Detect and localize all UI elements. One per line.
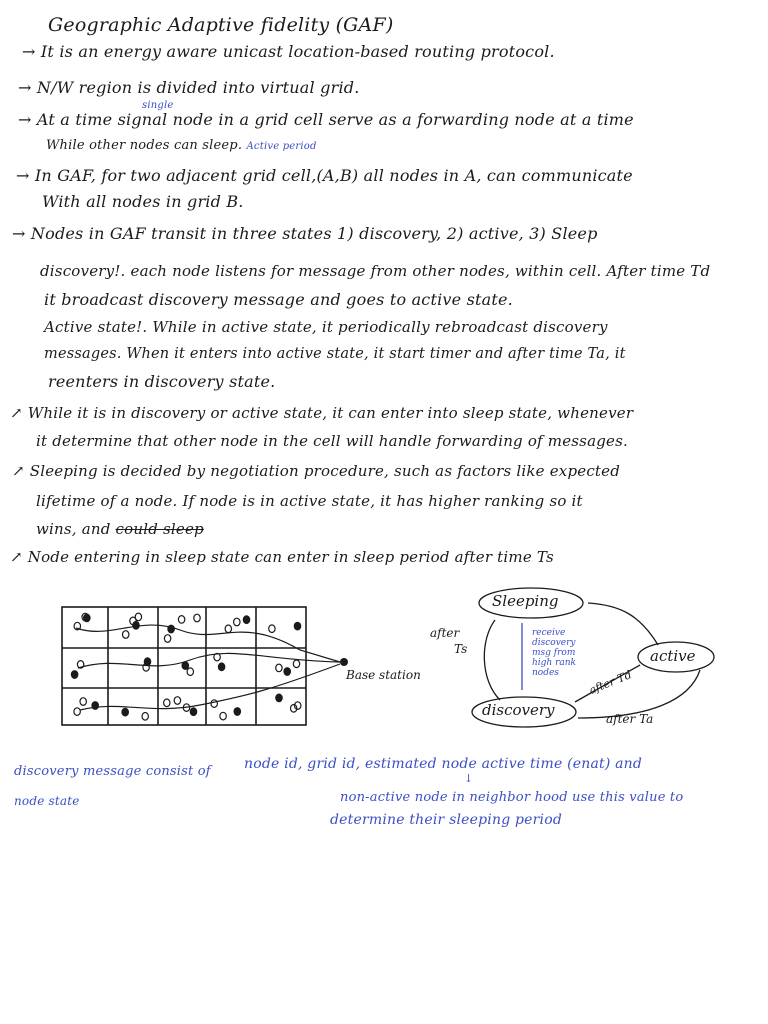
sensor-node bbox=[211, 700, 217, 708]
route-arrows bbox=[76, 625, 340, 710]
sensor-node bbox=[218, 663, 224, 671]
sensor-node bbox=[234, 618, 240, 626]
bullet-4-cont: With all nodes in grid B. bbox=[42, 192, 244, 211]
active-state-2: messages. When it enters into active state, it start timer and after time Ta, it bbox=[44, 346, 626, 362]
bullet-1: → It is an energy aware unicast location-based routing protocol. bbox=[22, 42, 555, 61]
bullet-4: → In GAF, for two adjacent grid cell,(A,B) all nodes in A, can communicate bbox=[16, 166, 633, 185]
sensor-node bbox=[182, 662, 188, 670]
active-period-note: Active period bbox=[246, 141, 317, 152]
sensor-node bbox=[71, 671, 77, 679]
bullet-2: → N/W region is divided into virtual grid. bbox=[18, 78, 360, 97]
sensor-node bbox=[164, 699, 170, 707]
sensor-node bbox=[123, 631, 129, 639]
after-ta-label: after Ta bbox=[606, 712, 654, 726]
note-node-state: node state bbox=[14, 794, 80, 808]
bullet-7-cont: lifetime of a node. If node is in active state, it has higher ranking so it bbox=[36, 492, 583, 510]
bullet-7-end: wins, and could sleep bbox=[36, 520, 204, 538]
grid-nodes bbox=[71, 613, 301, 720]
active-state-1: Active state!. While in active state, it periodically rebroadcast discovery bbox=[44, 318, 608, 336]
bullet-3: → At a time signal node in a grid cell serve as a forwarding node at a time bbox=[18, 110, 634, 129]
discovery-label: discovery bbox=[482, 701, 555, 719]
sensor-node bbox=[269, 625, 275, 633]
active-state-3: reenters in discovery state. bbox=[48, 372, 276, 391]
discovery-state-2: it broadcast discovery message and goes to active state. bbox=[44, 290, 513, 309]
note-fields: node id, grid id, estimated node active time (enat) and bbox=[244, 756, 643, 772]
note-sleep-period: determine their sleeping period bbox=[330, 812, 563, 828]
receive-discovery-note: receive discovery msg from high rank nodes bbox=[532, 628, 577, 678]
sensor-node bbox=[164, 635, 170, 643]
sensor-node bbox=[234, 708, 240, 716]
sensor-node bbox=[178, 616, 184, 624]
sensor-node bbox=[122, 708, 128, 716]
sensor-node bbox=[220, 712, 226, 720]
sensor-node bbox=[92, 702, 98, 710]
note-non-active: non-active node in neighbor hood use this value to bbox=[340, 790, 684, 805]
sensor-node bbox=[294, 622, 300, 630]
page-title: Geographic Adaptive fidelity (GAF) bbox=[48, 14, 394, 36]
after-ts-label: after Ts bbox=[430, 626, 468, 656]
bullet-7: ↗ Sleeping is decided by negotiation procedure, such as factors like expected bbox=[12, 462, 621, 480]
sensor-node bbox=[225, 625, 231, 633]
note-down-arrow: ↓ bbox=[464, 772, 474, 785]
sensor-node bbox=[187, 668, 193, 676]
discovery-state-1: discovery!. each node listens for message from other nodes, within cell. After time Td bbox=[40, 262, 711, 280]
bullet-3-single-annotation: single bbox=[142, 100, 174, 111]
base-station-label: Base station bbox=[346, 668, 421, 682]
sensor-node bbox=[174, 697, 180, 705]
bullet-8: ↗ Node entering in sleep state can enter in sleep period after time Ts bbox=[10, 548, 554, 566]
bullet-3-cont: While other nodes can sleep. Active period bbox=[46, 138, 317, 153]
sensor-node bbox=[194, 614, 200, 622]
sensor-node bbox=[276, 664, 282, 672]
sensor-node bbox=[74, 708, 80, 716]
sensor-node bbox=[243, 616, 249, 624]
sensor-node bbox=[284, 668, 290, 676]
sleeping-label: Sleeping bbox=[492, 592, 559, 610]
bullet-6: ↗ While it is in discovery or active state, it can enter into sleep state, whenever bbox=[10, 404, 634, 422]
bullet-5: → Nodes in GAF transit in three states 1) discovery, 2) active, 3) Sleep bbox=[12, 224, 598, 243]
after-td-label: after Td bbox=[587, 668, 634, 697]
base-station-node bbox=[340, 658, 348, 666]
sensor-node bbox=[276, 694, 282, 702]
bullet-6-cont: it determine that other node in the cell will handle forwarding of messages. bbox=[36, 432, 628, 450]
note-discovery-message: discovery message consist of bbox=[14, 764, 211, 779]
sensor-node bbox=[293, 660, 299, 668]
active-label: active bbox=[650, 647, 696, 665]
sensor-node bbox=[142, 713, 148, 721]
sensor-node bbox=[80, 698, 86, 706]
sensor-node bbox=[190, 708, 196, 716]
